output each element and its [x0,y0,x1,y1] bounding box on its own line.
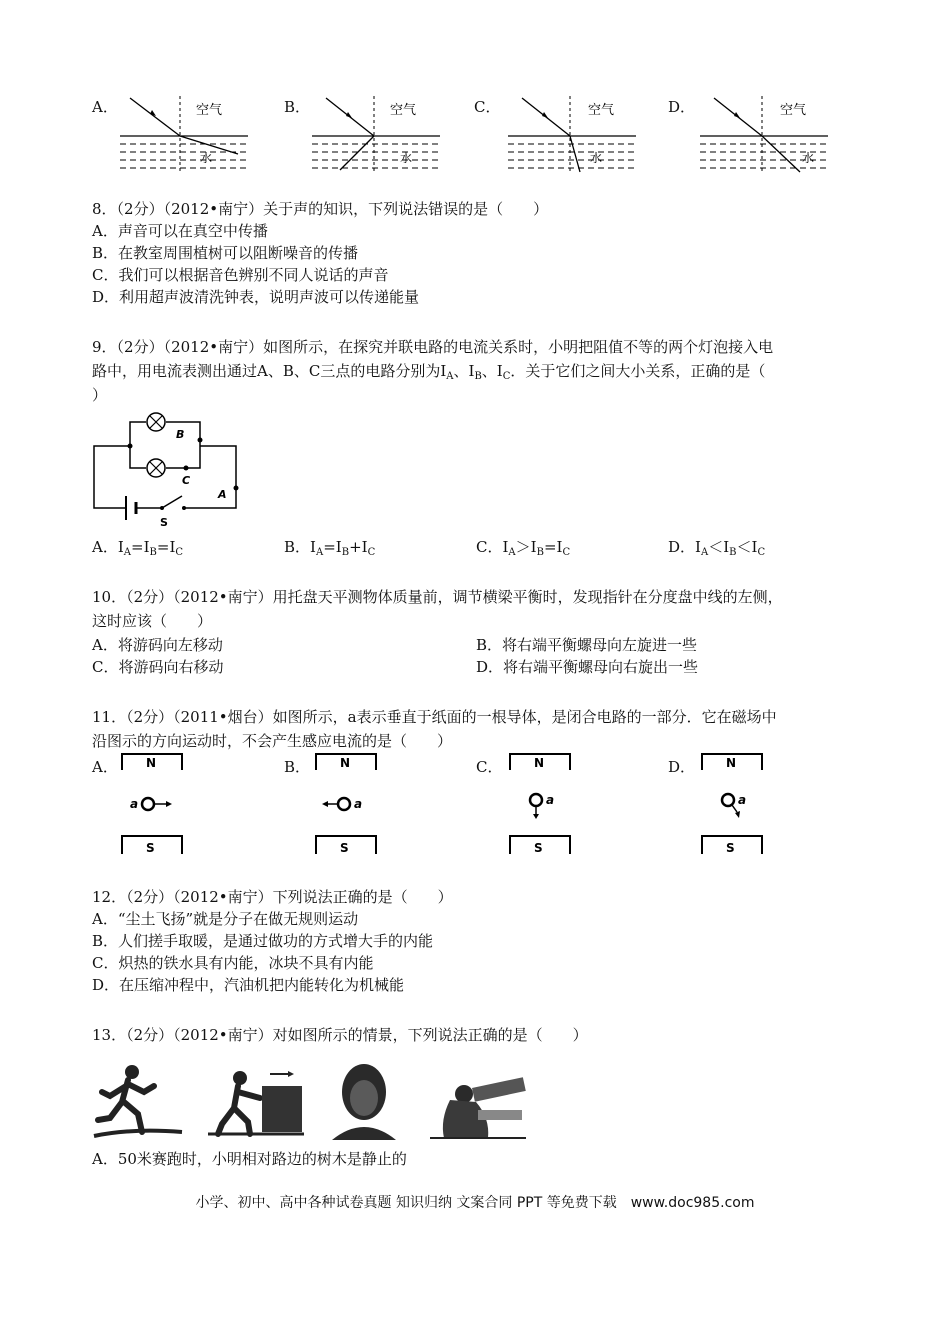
q11-diagram-c [508,752,578,858]
q7-a-air-label: 空气 [196,103,223,118]
q12-option-c: C．炽热的铁水具有内能，冰块不具有内能 [92,954,374,972]
q8-option-b: B．在教室周围植树可以阻断噪音的传播 [92,244,359,262]
q7-c-air-label: 空气 [588,103,615,118]
q9-option-b: B．$I_A=I_B+I_C$ [284,538,376,558]
q9-sub-c: C [502,371,511,382]
q7-diagram-c [508,92,638,174]
q11-b-north: N [340,756,351,770]
q7-diagram-d [700,92,830,174]
q9-stem-sep-2: 、I [481,362,503,380]
q7-d-water-label: 水 [802,151,815,165]
q9-stem-line2 [92,360,765,385]
q7-option-d-label: D． [668,98,696,116]
q11-diagram-d [700,752,770,858]
q8-option-c: C．我们可以根据音色辨别不同人说话的声音 [92,266,389,284]
q7-diagram-b [312,92,442,174]
q9-stem-tail: ．关于它们之间大小关系，正确的是（ [510,362,766,380]
q11-option-c-label: C． [476,758,503,776]
q9-label-b: B [176,428,185,441]
q11-diagram-b [314,752,384,858]
q8-stem: 8．（2分）（2012•南宁）关于声的知识，下列说法错误的是（ ） [92,200,549,218]
q9-label-c: C [182,474,191,487]
q7-a-water-label: 水 [200,151,213,165]
q9-option-a: A．$I_A=I_B=I_C$ [92,538,184,558]
q11-option-b-label: B． [284,758,311,776]
q11-c-conductor: a [546,793,555,807]
q11-option-d-label: D． [668,758,696,776]
q10-option-c: C．将游码向右移动 [92,658,224,676]
q13-stem: 13．（2分）（2012•南宁）对如图所示的情景，下列说法正确的是（ ） [92,1026,588,1044]
q9-sub-a: A [446,371,454,382]
q10-stem-line1: 10．（2分）（2012•南宁）用托盘天平测物体质量前，调节横梁平衡时，发现指针在分度盘中线的左侧， [92,588,783,606]
q9-stem-text: 路中，用电流表测出通过A、B、C三点的电路分别为I [92,362,447,380]
q11-c-north: N [534,756,545,770]
q10-stem-line2: 这时应该（ ） [92,612,213,630]
q8-option-d: D．利用超声波清洗钟表，说明声波可以传递能量 [92,288,420,306]
q10-option-a: A．将游码向左移动 [92,636,223,654]
q11-figures [90,752,850,862]
q7-b-water-label: 水 [400,151,413,165]
q7-figures [90,92,850,174]
q7-diagram-a [120,92,250,174]
q7-option-a-label: A． [92,98,118,116]
q12-stem: 12．（2分）（2012•南宁）下列说法正确的是（ ） [92,888,453,906]
q13-option-a: A．50米赛跑时，小明相对路边的树木是静止的 [92,1150,407,1168]
q13-pictures [92,1058,532,1140]
q10-option-d: D．将右端平衡螺母向右旋出一些 [476,658,699,676]
q11-option-a-label: A． [92,758,118,776]
q11-d-conductor: a [738,793,747,807]
q11-b-south: S [340,841,349,855]
q12-option-a: A．“尘土飞扬”就是分子在做无规则运动 [92,910,359,928]
q9-stem-line3: ） [92,386,108,404]
q9-option-d: D．$I_A<I_B<I_C$ [668,538,766,558]
q8-option-a: A．声音可以在真空中传播 [92,222,268,240]
q9-stem-sep-1: 、I [453,362,475,380]
q9-stem-line1: 9．（2分）（2012•南宁）如图所示，在探究并联电路的电流关系时，小明把阻值不等的两个灯泡接入电 [92,338,774,356]
q9-label-a: A [218,488,227,501]
q11-d-south: S [726,841,735,855]
portrait-image [328,1058,400,1140]
q10-option-b: B．将右端平衡螺母向左旋进一些 [476,636,698,654]
q12-option-d: D．在压缩冲程中，汽油机把内能转化为机械能 [92,976,405,994]
q11-a-north: N [146,756,157,770]
q11-a-conductor: a [130,797,139,811]
q9-option-c: C．$I_A>I_B=I_C$ [476,538,571,558]
q9-sub-b: B [474,371,482,382]
q9-label-s: S [160,516,168,529]
runner-image [92,1058,184,1140]
q11-diagram-a [120,752,190,858]
q9-circuit-diagram [90,410,250,532]
q11-b-conductor: a [354,797,363,811]
q12-option-b: B．人们搓手取暖，是通过做功的方式增大手的内能 [92,932,434,950]
q11-stem-line2: 沿图示的方向运动时，不会产生感应电流的是（ ） [92,732,453,750]
q7-b-air-label: 空气 [390,103,417,118]
q11-d-north: N [726,756,737,770]
q7-d-air-label: 空气 [780,103,807,118]
q7-option-c-label: C． [474,98,501,116]
pushing-box-image [204,1064,308,1140]
telescope-image [428,1070,528,1140]
q7-c-water-label: 水 [590,151,603,165]
q7-option-b-label: B． [284,98,311,116]
q11-a-south: S [146,841,155,855]
q11-stem-line1: 11．（2分）（2011•烟台）如图所示，a表示垂直于纸面的一根导体，是闭合电路的一部分．它在磁场中 [92,708,777,726]
q11-c-south: S [534,841,543,855]
page-footer: 小学、初中、高中各种试卷真题 知识归纳 文案合同 PPT 等免费下载 www.doc985.com [195,1195,755,1211]
